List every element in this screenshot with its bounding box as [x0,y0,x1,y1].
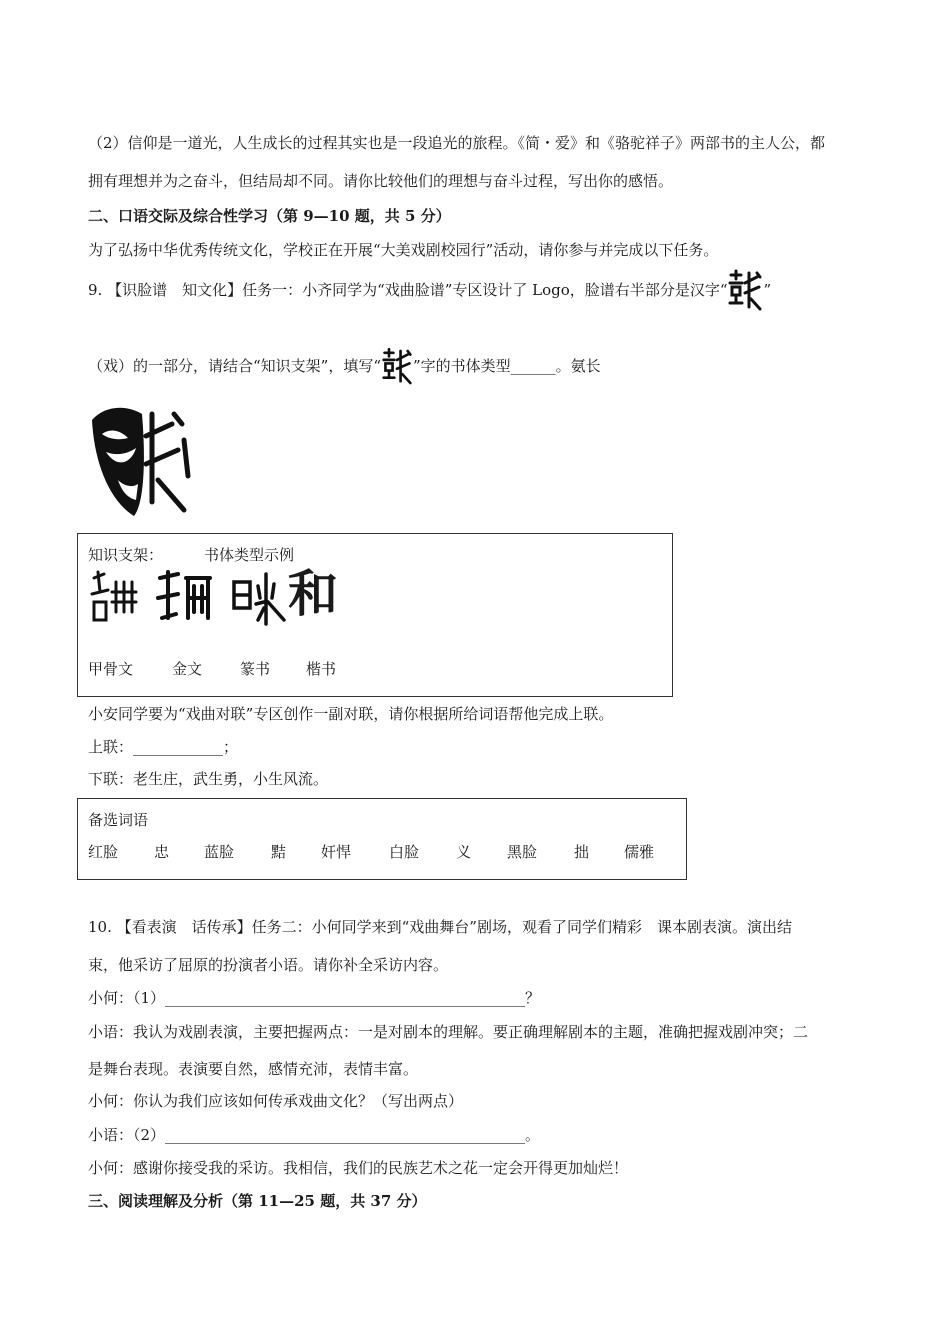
opera-mask-logo-icon [88,400,204,520]
word-item: 蓝脸 [204,843,235,861]
q10-line-2: 束，他采访了屈原的扮演者小语。请你补全采访内容。 [88,956,449,974]
knowledge-box [77,533,673,697]
word-item: 奸悍 [321,843,352,861]
couplet-upper: 上联：____________； [88,738,239,756]
q9-line-1-quote: ” [763,281,772,299]
couplet-intro: 小安同学要为“戏曲对联”专区创作一副对联，请你根据所给词语帮他完成上联。 [88,705,614,723]
word-bank-header: 备选词语 [88,811,149,829]
script-label-jiaguwen: 甲骨文 [88,660,134,678]
word-item: 儒雅 [624,843,655,861]
word-item: 义 [456,843,472,861]
section-2-intro: 为了弘扬中华优秀传统文化，学校正在开展“大美戏剧校园行”活动，请你参与并完成以下任务。 [88,241,719,259]
q10-dialogue-3: 小何：你认为我们应该如何传承戏曲文化？（写出两点） [88,1092,464,1110]
script-label-kaishu: 楷书 [306,660,337,678]
seal-xi-glyph-icon [727,269,763,313]
oracle-bone-char-icon [88,568,138,628]
q9-line-1 [88,268,771,312]
q9-line-2-text-b: ”字的书体类型______。氨长 [413,357,601,375]
knowledge-header: 知识支架： [88,546,164,564]
word-item: 黠 [271,843,287,861]
q8-line-1: （2）信仰是一道光，人生成长的过程其实也是一段追光的旅程。《简・爱》和《骆驼祥子》两部书的主人公，都 [88,134,826,152]
q9-line-2 [88,344,601,388]
knowledge-subheader: 书体类型示例 [204,546,295,564]
word-item: 白脸 [389,843,420,861]
section-3-title: 三、阅读理解及分析（第 11—25 题，共 37 分） [88,1192,427,1210]
word-item: 红脸 [88,843,119,861]
word-item: 拙 [574,843,590,861]
q10-dialogue-4: 小语：（2）________________________________________________。 [88,1126,541,1144]
word-item: 忠 [154,843,170,861]
seal-script-char-icon [230,568,290,628]
script-label-zhuanshu: 篆书 [240,660,271,678]
bronze-inscription-char-icon [154,568,214,628]
section-2-title: 二、口语交际及综合性学习（第 9—10 题，共 5 分） [88,207,451,225]
script-label-jinwen: 金文 [172,660,203,678]
kaishu-sample-char: 和 [288,565,338,623]
q10-dialogue-5: 小何：感谢你接受我的采访。我相信，我们的民族艺术之花一定会开得更加灿烂！ [88,1159,629,1177]
word-item: 黑脸 [507,843,538,861]
couplet-lower: 下联：老生庄，武生勇，小生风流。 [88,770,329,788]
q10-dialogue-1: 小何：（1）________________________________________________？ [88,989,541,1007]
q10-dialogue-2b: 是舞台表现。表演要自然，感情充沛，表情丰富。 [88,1060,419,1078]
q9-line-1-text: 9. 【识脸谱 知文化】任务一：小齐同学为“戏曲脸谱”专区设计了 Logo，脸谱右半部分是汉字“ [88,281,728,299]
q8-line-2: 拥有理想并为之奋斗，但结局却不同。请你比较他们的理想与奋斗过程，写出你的感悟。 [88,172,674,190]
q9-line-2-text-a: （戏）的一部分，请结合“知识支架”，填写“ [88,357,382,375]
q10-line-1: 10. 【看表演 话传承】任务二：小何同学来到“戏曲舞台”剧场，观看了同学们精彩 课本剧表演。演出结 [88,918,792,936]
q10-dialogue-2a: 小语：我认为戏剧表演，主要把握两点：一是对剧本的理解。要正确理解剧本的主题，准确把握戏剧冲突；二 [88,1023,809,1041]
seal-xi-glyph-icon [381,347,413,387]
word-bank-box [77,798,687,880]
